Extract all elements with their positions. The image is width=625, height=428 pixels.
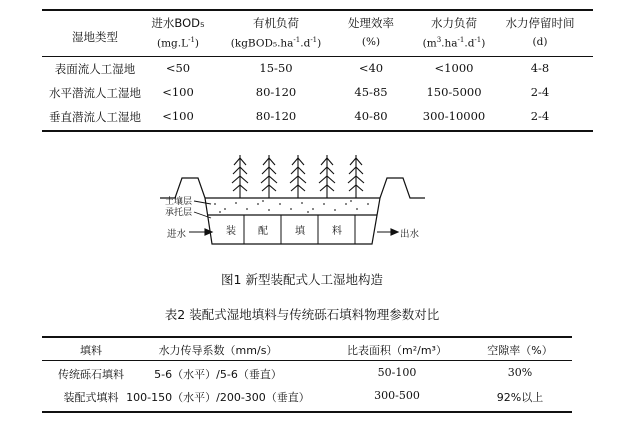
t1-row1-organic: 15-50 xyxy=(259,61,293,75)
table1-header-rule xyxy=(42,56,593,57)
table2-bottom-rule xyxy=(42,411,572,413)
soil-layer-dots xyxy=(214,200,369,213)
table2-top-rule xyxy=(42,336,572,338)
t1-unit-retention: (d) xyxy=(532,36,548,48)
soil-layer-label: 土壤层 xyxy=(165,197,193,207)
t1-row2-bod: <100 xyxy=(162,85,194,99)
t1-header-retention: 水力停留时间 xyxy=(505,16,575,30)
t1-row2-hydraulic: 150-5000 xyxy=(426,85,482,99)
plant-5 xyxy=(348,155,364,198)
t2-header-porosity: 空隙率（%） xyxy=(487,344,553,357)
table1-top-rule xyxy=(42,9,593,11)
plant-1 xyxy=(232,155,248,198)
table2-title: 表2 装配式湿地填料与传统砾石填料物理参数对比 xyxy=(164,307,440,322)
t1-row3-bod: <100 xyxy=(162,109,194,123)
t1-row3-type: 垂直潜流人工湿地 xyxy=(49,110,141,124)
t1-header-hydraulic-load: 水力负荷 xyxy=(431,16,477,30)
t1-row2-retention: 2-4 xyxy=(530,85,550,99)
outlet-label: 出水 xyxy=(400,229,420,240)
t1-unit-organic-load: $(kgBOD_5.ha^{-1}.d^{-1})$ xyxy=(230,36,322,50)
fill-char-2: 配 xyxy=(258,226,268,237)
t1-row1-bod: <50 xyxy=(165,61,191,75)
t2-header-surface-area: 比表面积（m²/m³） xyxy=(347,344,447,357)
t2-row1-surface-area: 50-100 xyxy=(377,366,417,379)
wetland-diagram xyxy=(0,140,625,262)
t1-row1-hydraulic: <1000 xyxy=(434,61,474,75)
t2-row2-porosity: 92%以上 xyxy=(496,391,544,404)
plant-4 xyxy=(319,155,335,198)
t1-row2-efficiency: 45-85 xyxy=(354,85,388,99)
t1-unit-efficiency: (%) xyxy=(361,36,381,48)
t1-header-bod: 进水BOD₅ xyxy=(151,16,205,30)
t1-row3-efficiency: 40-80 xyxy=(354,109,388,123)
t2-row2-surface-area: 300-500 xyxy=(374,389,420,402)
outlet-arrow xyxy=(377,229,398,235)
support-layer-label: 承托层 xyxy=(165,208,193,218)
figure1-caption: 图1 新型装配式人工湿地构造 xyxy=(221,272,383,287)
t1-unit-bod: $(mg.L^{-1})$ xyxy=(156,36,200,50)
wetland-basin-outline xyxy=(160,178,425,244)
plants xyxy=(232,155,364,198)
t1-header-organic-load: 有机负荷 xyxy=(253,16,299,30)
t1-row3-hydraulic: 300-10000 xyxy=(422,109,486,123)
t2-row1-material: 传统砾石填料 xyxy=(58,368,124,381)
t2-row1-porosity: 30% xyxy=(507,366,533,379)
t1-row3-organic: 80-120 xyxy=(255,109,297,123)
t1-row1-type: 表面流人工湿地 xyxy=(54,62,136,76)
fill-char-4: 料 xyxy=(332,226,342,237)
t1-row1-retention: 4-8 xyxy=(530,61,550,75)
t2-header-material: 填料 xyxy=(80,344,102,357)
t2-header-conductivity: 水力传导系数（mm/s） xyxy=(158,344,278,357)
t1-row2-organic: 80-120 xyxy=(255,85,297,99)
t2-row2-conductivity: 100-150（水平）/200-300（垂直） xyxy=(126,391,310,404)
t1-unit-hydraulic-load: $(m^3.ha^{-1}.d^{-1})$ xyxy=(422,36,486,50)
t1-row3-retention: 2-4 xyxy=(530,109,550,123)
t1-row1-efficiency: <40 xyxy=(358,61,384,75)
table2-header-rule xyxy=(42,360,572,361)
t1-header-efficiency: 处理效率 xyxy=(348,16,394,30)
inlet-label: 进水 xyxy=(167,229,187,240)
table1-bottom-rule xyxy=(42,130,593,132)
t2-row1-conductivity: 5-6（水平）/5-6（垂直） xyxy=(154,368,282,381)
inlet-arrow xyxy=(189,229,212,235)
plant-2 xyxy=(261,155,277,198)
t2-row2-material: 装配式填料 xyxy=(63,391,119,404)
plant-3 xyxy=(290,155,306,198)
t1-row2-type: 水平潜流人工湿地 xyxy=(49,86,141,100)
t1-header-type: 湿地类型 xyxy=(72,30,118,44)
fill-char-3: 填 xyxy=(295,226,305,237)
fill-char-1: 装 xyxy=(226,226,236,237)
